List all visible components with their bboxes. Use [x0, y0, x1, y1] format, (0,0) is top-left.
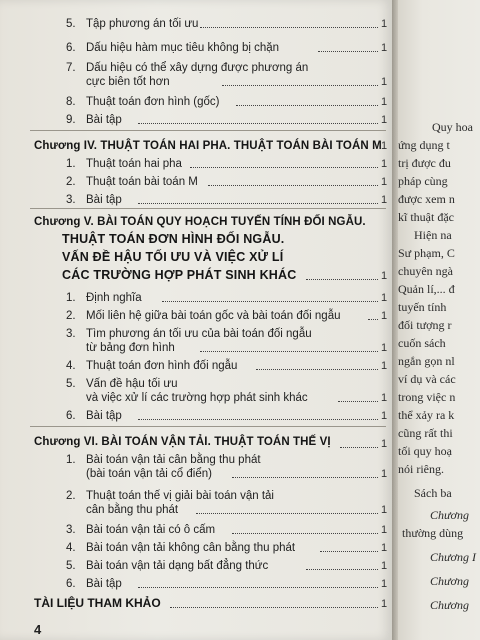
entry-number: 7.	[66, 62, 76, 74]
chapter-title-line3: VẤN ĐỀ HẬU TỐI ƯU VÀ VIỆC XỬ LÍ	[62, 250, 284, 264]
entry-page: 1	[381, 578, 388, 590]
entry-number: 1.	[66, 292, 76, 304]
entry-title: Bài toán vận tải cân bằng thu phát	[86, 454, 261, 466]
right-text-line: chuyên ngà	[398, 264, 453, 278]
entry-title: Mối liên hệ giữa bài toán gốc và bài toán đối ngẫu	[86, 310, 341, 322]
entry-page: 1	[381, 468, 388, 480]
dot-leader	[138, 122, 378, 124]
chapter-title-line2: THUẬT TOÁN ĐƠN HÌNH ĐỐI NGẪU.	[62, 232, 285, 246]
right-text-line: thể xảy ra k	[398, 408, 455, 422]
entry-title-cont: (bài toán vận tải cổ điển)	[86, 468, 212, 480]
dot-leader	[208, 184, 378, 186]
entry-page: 1	[381, 114, 388, 126]
right-text-line: Hiện na	[414, 228, 452, 242]
right-text-line: trong việc n	[398, 390, 456, 404]
entry-page: 1	[381, 504, 388, 516]
dot-leader	[340, 446, 378, 448]
entry-title-cont: từ bảng đơn hình	[86, 342, 175, 354]
dot-leader	[318, 50, 378, 52]
dot-leader	[138, 586, 378, 588]
entry-number: 6.	[66, 42, 76, 54]
entry-page: 1	[381, 310, 388, 322]
right-text-line: tuyến tính	[398, 300, 447, 314]
entry-title: Thuật toán đơn hình đối ngẫu	[86, 360, 238, 372]
entry-page: 1	[381, 158, 388, 170]
right-text-line: đối tượng r	[398, 318, 452, 332]
references-heading: TÀI LIỆU THAM KHẢO	[34, 596, 161, 610]
entry-page: 1	[381, 194, 388, 206]
chapter-title: Chương V. BÀI TOÁN QUY HOẠCH TUYẾN TÍNH ĐỐI NGẪU.	[34, 216, 366, 228]
entry-page: 1	[381, 342, 388, 354]
entry-number: 6.	[66, 578, 76, 590]
right-text-line: Chương	[430, 598, 469, 612]
dot-leader	[236, 104, 378, 106]
separator	[30, 130, 386, 131]
entry-title: Định nghĩa	[86, 292, 142, 304]
chapter-title: Chương VI. BÀI TOÁN VẬN TẢI. THUẬT TOÁN THẾ VỊ	[34, 436, 331, 448]
entry-number: 2.	[66, 310, 76, 322]
entry-number: 3.	[66, 524, 76, 536]
dot-leader	[320, 550, 378, 552]
references-page: 1	[381, 598, 388, 610]
page-number: 4	[34, 622, 42, 637]
right-text-line: pháp cùng	[398, 174, 448, 188]
entry-title: Thuật toán đơn hình (gốc)	[86, 96, 220, 108]
dot-leader	[306, 278, 378, 280]
entry-title-cont: và việc xử lí các trường hợp phát sinh khác	[86, 392, 308, 404]
right-text-line: Chương I	[430, 550, 476, 564]
entry-number: 6.	[66, 410, 76, 422]
dot-leader	[338, 400, 378, 402]
dot-leader	[138, 418, 378, 420]
chapter-title: Chương IV. THUẬT TOÁN HAI PHA. THUẬT TOÁN BÀI TOÁN M	[34, 140, 382, 152]
right-text-line: tối quy hoạ	[398, 444, 452, 458]
right-text-line: Chương	[430, 574, 469, 588]
right-text-line: trị được đu	[398, 156, 451, 170]
entry-title: Bài toán vận tải có ô cấm	[86, 524, 216, 536]
entry-title: Dấu hiệu có thể xây dựng được phương án	[86, 62, 309, 74]
entry-number: 3.	[66, 194, 76, 206]
entry-page: 1	[381, 42, 388, 54]
dot-leader	[200, 26, 378, 28]
dot-leader	[306, 568, 378, 570]
dot-leader	[256, 368, 378, 370]
separator	[30, 208, 386, 209]
entry-title: Thuật toán hai pha	[86, 158, 182, 170]
entry-title: Bài toán vận tải không cân bằng thu phát	[86, 542, 296, 554]
right-text-line: kĩ thuật đặc	[398, 210, 454, 224]
entry-page: 1	[381, 360, 388, 372]
dot-leader	[232, 532, 378, 534]
dot-leader	[138, 202, 378, 204]
entry-page: 1	[381, 410, 388, 422]
chapter-heading	[34, 140, 384, 152]
right-text-line: ngắn gọn nl	[398, 354, 455, 368]
entry-number: 1.	[66, 158, 76, 170]
dot-leader	[222, 84, 378, 86]
right-text-line: cũng rất thi	[398, 426, 453, 440]
dot-leader	[232, 476, 378, 478]
entry-title: Thuật toán bài toán M	[86, 176, 198, 188]
right-text-line: được xem n	[398, 192, 455, 206]
dot-leader	[170, 606, 378, 608]
right-text-line: thường dùng	[402, 526, 464, 540]
entry-page: 1	[381, 176, 388, 188]
entry-page: 1	[381, 392, 388, 404]
entry-number: 5.	[66, 378, 76, 390]
entry-page: 1	[381, 292, 388, 304]
chapter-page: 1	[381, 270, 388, 282]
right-text-line: Quy hoa	[432, 120, 473, 134]
chapter-page: 1	[381, 438, 388, 450]
right-text-line: Chương	[430, 508, 469, 522]
entry-title: Bài tập	[86, 114, 122, 126]
chapter-title-line4: CÁC TRƯỜNG HỢP PHÁT SINH KHÁC	[62, 268, 297, 282]
entry-page: 1	[381, 76, 388, 88]
entry-number: 4.	[66, 542, 76, 554]
entry-number: 2.	[66, 176, 76, 188]
entry-number: 2.	[66, 490, 76, 502]
entry-page: 1	[381, 524, 388, 536]
right-text-line: nói riêng.	[398, 462, 444, 476]
right-page	[398, 0, 480, 640]
entry-title: Tìm phương án tối ưu của bài toán đối ngẫu	[86, 328, 312, 340]
entry-number: 5.	[66, 18, 76, 30]
dot-leader	[368, 318, 378, 320]
entry-number: 9.	[66, 114, 76, 126]
entry-page: 1	[381, 18, 388, 30]
entry-title: Dấu hiệu hàm mục tiêu không bị chặn	[86, 42, 280, 54]
entry-title: Bài toán vận tải dạng bất đẳng thức	[86, 560, 269, 572]
chapter-heading	[34, 436, 384, 448]
right-text-line: cuốn sách	[398, 336, 446, 350]
separator	[30, 426, 386, 427]
entry-number: 1.	[66, 454, 76, 466]
entry-title: Thuật toán thế vị giải bài toán vận tải	[86, 490, 274, 502]
dot-leader	[196, 512, 378, 514]
right-text-line: Sách ba	[414, 486, 452, 500]
entry-number: 4.	[66, 360, 76, 372]
entry-number: 8.	[66, 96, 76, 108]
entry-number: 3.	[66, 328, 76, 340]
entry-page: 1	[381, 96, 388, 108]
entry-title: Tập phương án tối ưu	[86, 18, 199, 30]
entry-title: Vấn đề hậu tối ưu	[86, 378, 178, 390]
entry-title: Bài tập	[86, 194, 122, 206]
chapter-page: 1	[381, 140, 388, 152]
entry-page: 1	[381, 560, 388, 572]
entry-number: 5.	[66, 560, 76, 572]
chapter-heading	[34, 216, 384, 228]
right-text-line: Quản lí,... đ	[398, 282, 455, 296]
entry-title: Bài tập	[86, 410, 122, 422]
right-text-line: Sư phạm, C	[398, 246, 455, 260]
entry-title-cont: cân bằng thu phát	[86, 504, 179, 516]
dot-leader	[200, 350, 378, 352]
right-text-line: ví dụ và các	[398, 372, 456, 386]
dot-leader	[190, 166, 378, 168]
right-text-line: ứng dụng t	[398, 138, 450, 152]
dot-leader	[162, 300, 378, 302]
entry-title: Bài tập	[86, 578, 122, 590]
entry-page: 1	[381, 542, 388, 554]
entry-title-cont: cực biên tốt hơn	[86, 76, 170, 88]
